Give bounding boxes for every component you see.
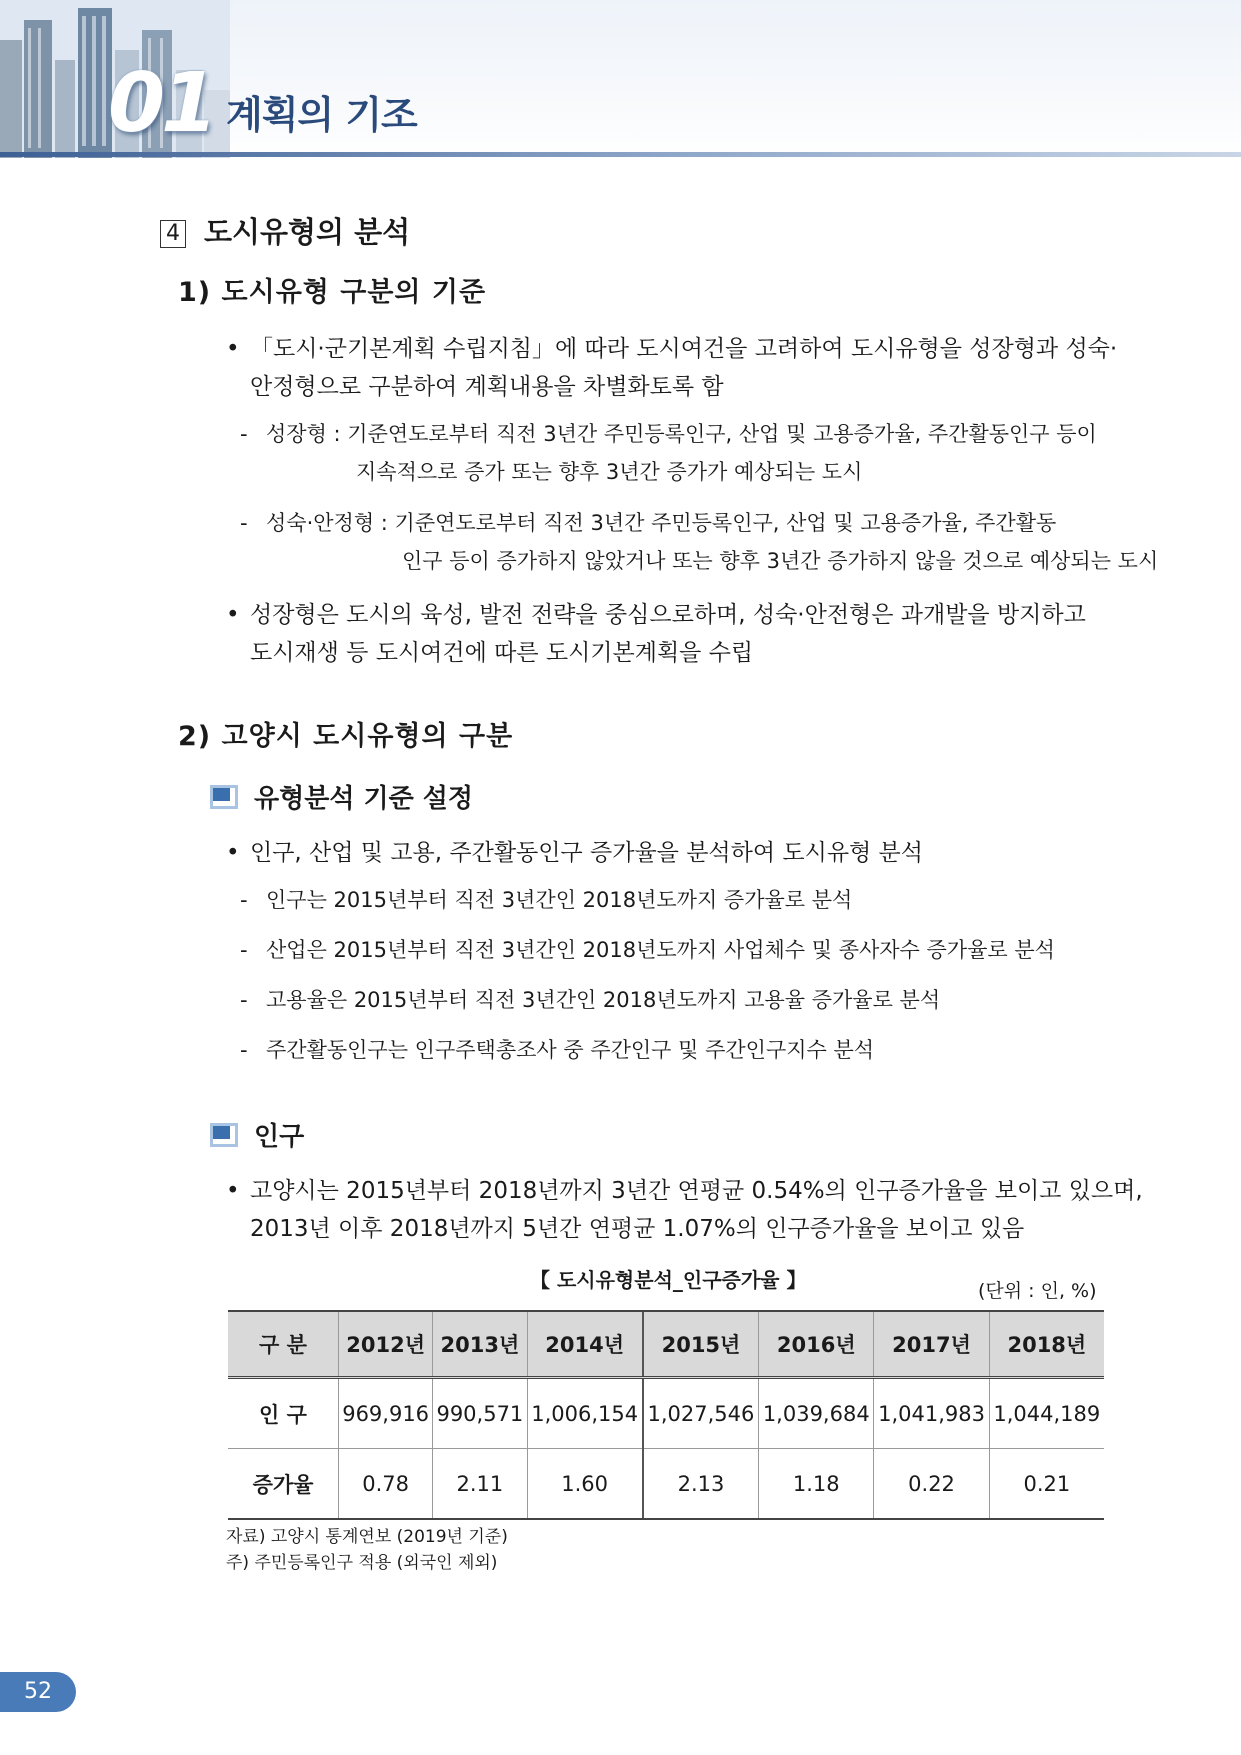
bullet-text: 고양시는 2015년부터 2018년까지 3년간 연평균 0.54%의 인구증가율을 보이고 있으며,: [250, 1178, 1143, 1204]
table-caption: 【 도시유형분석_인구증가율 】: [530, 1268, 807, 1292]
dash-item: [240, 416, 1097, 452]
table-cell: 2.13: [643, 1449, 759, 1520]
dash-marker: -: [240, 888, 248, 912]
table-cell: 1.18: [759, 1449, 874, 1520]
dash-item: [240, 505, 1056, 541]
header-cell: 2013년: [433, 1311, 527, 1378]
table-cell: 0.22: [874, 1449, 989, 1520]
dash-text: 성장형 : 기준연도로부터 직전 3년간 주민등록인구, 산업 및 고용증가율, 주간활동인구 등이: [266, 422, 1097, 446]
table-cell: 0.78: [339, 1449, 433, 1520]
bullet-marker: •: [226, 336, 240, 362]
topic-heading-text: 인구: [254, 1122, 305, 1152]
dash-item: [240, 1032, 874, 1068]
table-unit: (단위 : 인, %): [978, 1280, 1097, 1302]
table-cell: 0.21: [989, 1449, 1104, 1520]
topic-heading-text: 유형분석 기준 설정: [254, 784, 474, 814]
header-divider: [0, 152, 1241, 157]
dash-text: 성숙·안정형 : 기준연도로부터 직전 3년간 주민등록인구, 산업 및 고용증가율, 주간활동: [266, 511, 1057, 535]
bullet-text: 인구, 산업 및 고용, 주간활동인구 증가율을 분석하여 도시유형 분석: [250, 840, 923, 866]
table-footnote: 주) 주민등록인구 적용 (외국인 제외): [226, 1553, 498, 1573]
chapter-number: 01: [108, 56, 215, 151]
bullet-continuation: 2013년 이후 2018년까지 5년간 연평균 1.07%의 인구증가율을 보이고 있음: [250, 1216, 1025, 1242]
subsection-title-1: 1) 도시유형 구분의 기준: [178, 277, 487, 308]
square-bullet-icon: [210, 1123, 238, 1147]
table-cell: 1,006,154: [527, 1378, 643, 1449]
dash-text: 고용율은 2015년부터 직전 3년간인 2018년도까지 고용율 증가율로 분석: [266, 988, 941, 1012]
table-source-note: 자료) 고양시 통계연보 (2019년 기준): [226, 1527, 508, 1547]
header-cell: 2017년: [874, 1311, 989, 1378]
row-label: 인 구: [228, 1378, 339, 1449]
bullet-marker: •: [226, 602, 240, 628]
table-row: [228, 1449, 1104, 1520]
dash-marker: -: [240, 988, 248, 1012]
section-title: 도시유형의 분석: [204, 215, 411, 249]
header-cell: 2018년: [989, 1311, 1104, 1378]
bullet-text: 「도시·군기본계획 수립지침」에 따라 도시여건을 고려하여 도시유형을 성장형과 성숙·: [250, 336, 1118, 362]
table-cell: 2.11: [433, 1449, 527, 1520]
header-cell: 2015년: [643, 1311, 759, 1378]
table-header-row: [228, 1311, 1104, 1378]
header-cell: 2014년: [527, 1311, 643, 1378]
topic-heading-criteria: [210, 778, 473, 815]
dash-text: 산업은 2015년부터 직전 3년간인 2018년도까지 사업체수 및 종사자수 증가율로 분석: [266, 938, 1055, 962]
chapter-title: 계획의 기조: [226, 93, 417, 137]
population-growth-table: [228, 1310, 1104, 1520]
table-cell: 990,571: [433, 1378, 527, 1449]
topic-heading-population: [210, 1116, 304, 1153]
table-cell: 1,027,546: [643, 1378, 759, 1449]
table-cell: 1,044,189: [989, 1378, 1104, 1449]
table-row: [228, 1378, 1104, 1449]
dash-continuation: 인구 등이 증가하지 않았거나 또는 향후 3년간 증가하지 않을 것으로 예상되는 도시: [402, 549, 1159, 573]
chapter-header: [0, 0, 1241, 160]
bullet-continuation: 도시재생 등 도시여건에 따른 도시기본계획을 수립: [250, 640, 754, 666]
bullet-text: 성장형은 도시의 육성, 발전 전략을 중심으로하며, 성숙·안전형은 과개발을 방지하고: [250, 602, 1086, 628]
section-heading: [160, 210, 410, 251]
table-cell: 1,039,684: [759, 1378, 874, 1449]
dash-text: 인구는 2015년부터 직전 3년간인 2018년도까지 증가율로 분석: [266, 888, 853, 912]
header-cell: 2016년: [759, 1311, 874, 1378]
section-number-box: 4: [160, 220, 186, 248]
dash-continuation: 지속적으로 증가 또는 향후 3년간 증가가 예상되는 도시: [356, 460, 863, 484]
dash-marker: -: [240, 1038, 248, 1062]
header-cell: 구 분: [228, 1311, 339, 1378]
page-number: 52: [0, 1672, 76, 1712]
bullet-marker: •: [226, 840, 240, 866]
dash-marker: -: [240, 422, 248, 446]
bullet-marker: •: [226, 1178, 240, 1204]
dash-item: [240, 982, 940, 1018]
bullet-continuation: 안정형으로 구분하여 계획내용을 차별화토록 함: [250, 374, 724, 400]
table-cell: 1.60: [527, 1449, 643, 1520]
table-cell: 1,041,983: [874, 1378, 989, 1449]
table-cell: 969,916: [339, 1378, 433, 1449]
dash-marker: -: [240, 938, 248, 962]
row-label: 증가율: [228, 1449, 339, 1520]
square-bullet-icon: [210, 785, 238, 809]
dash-marker: -: [240, 511, 248, 535]
subsection-title-2: 2) 고양시 도시유형의 구분: [178, 721, 514, 752]
header-cell: 2012년: [339, 1311, 433, 1378]
dash-item: [240, 932, 1055, 968]
dash-item: [240, 882, 852, 918]
dash-text: 주간활동인구는 인구주택총조사 중 주간인구 및 주간인구지수 분석: [266, 1038, 875, 1062]
